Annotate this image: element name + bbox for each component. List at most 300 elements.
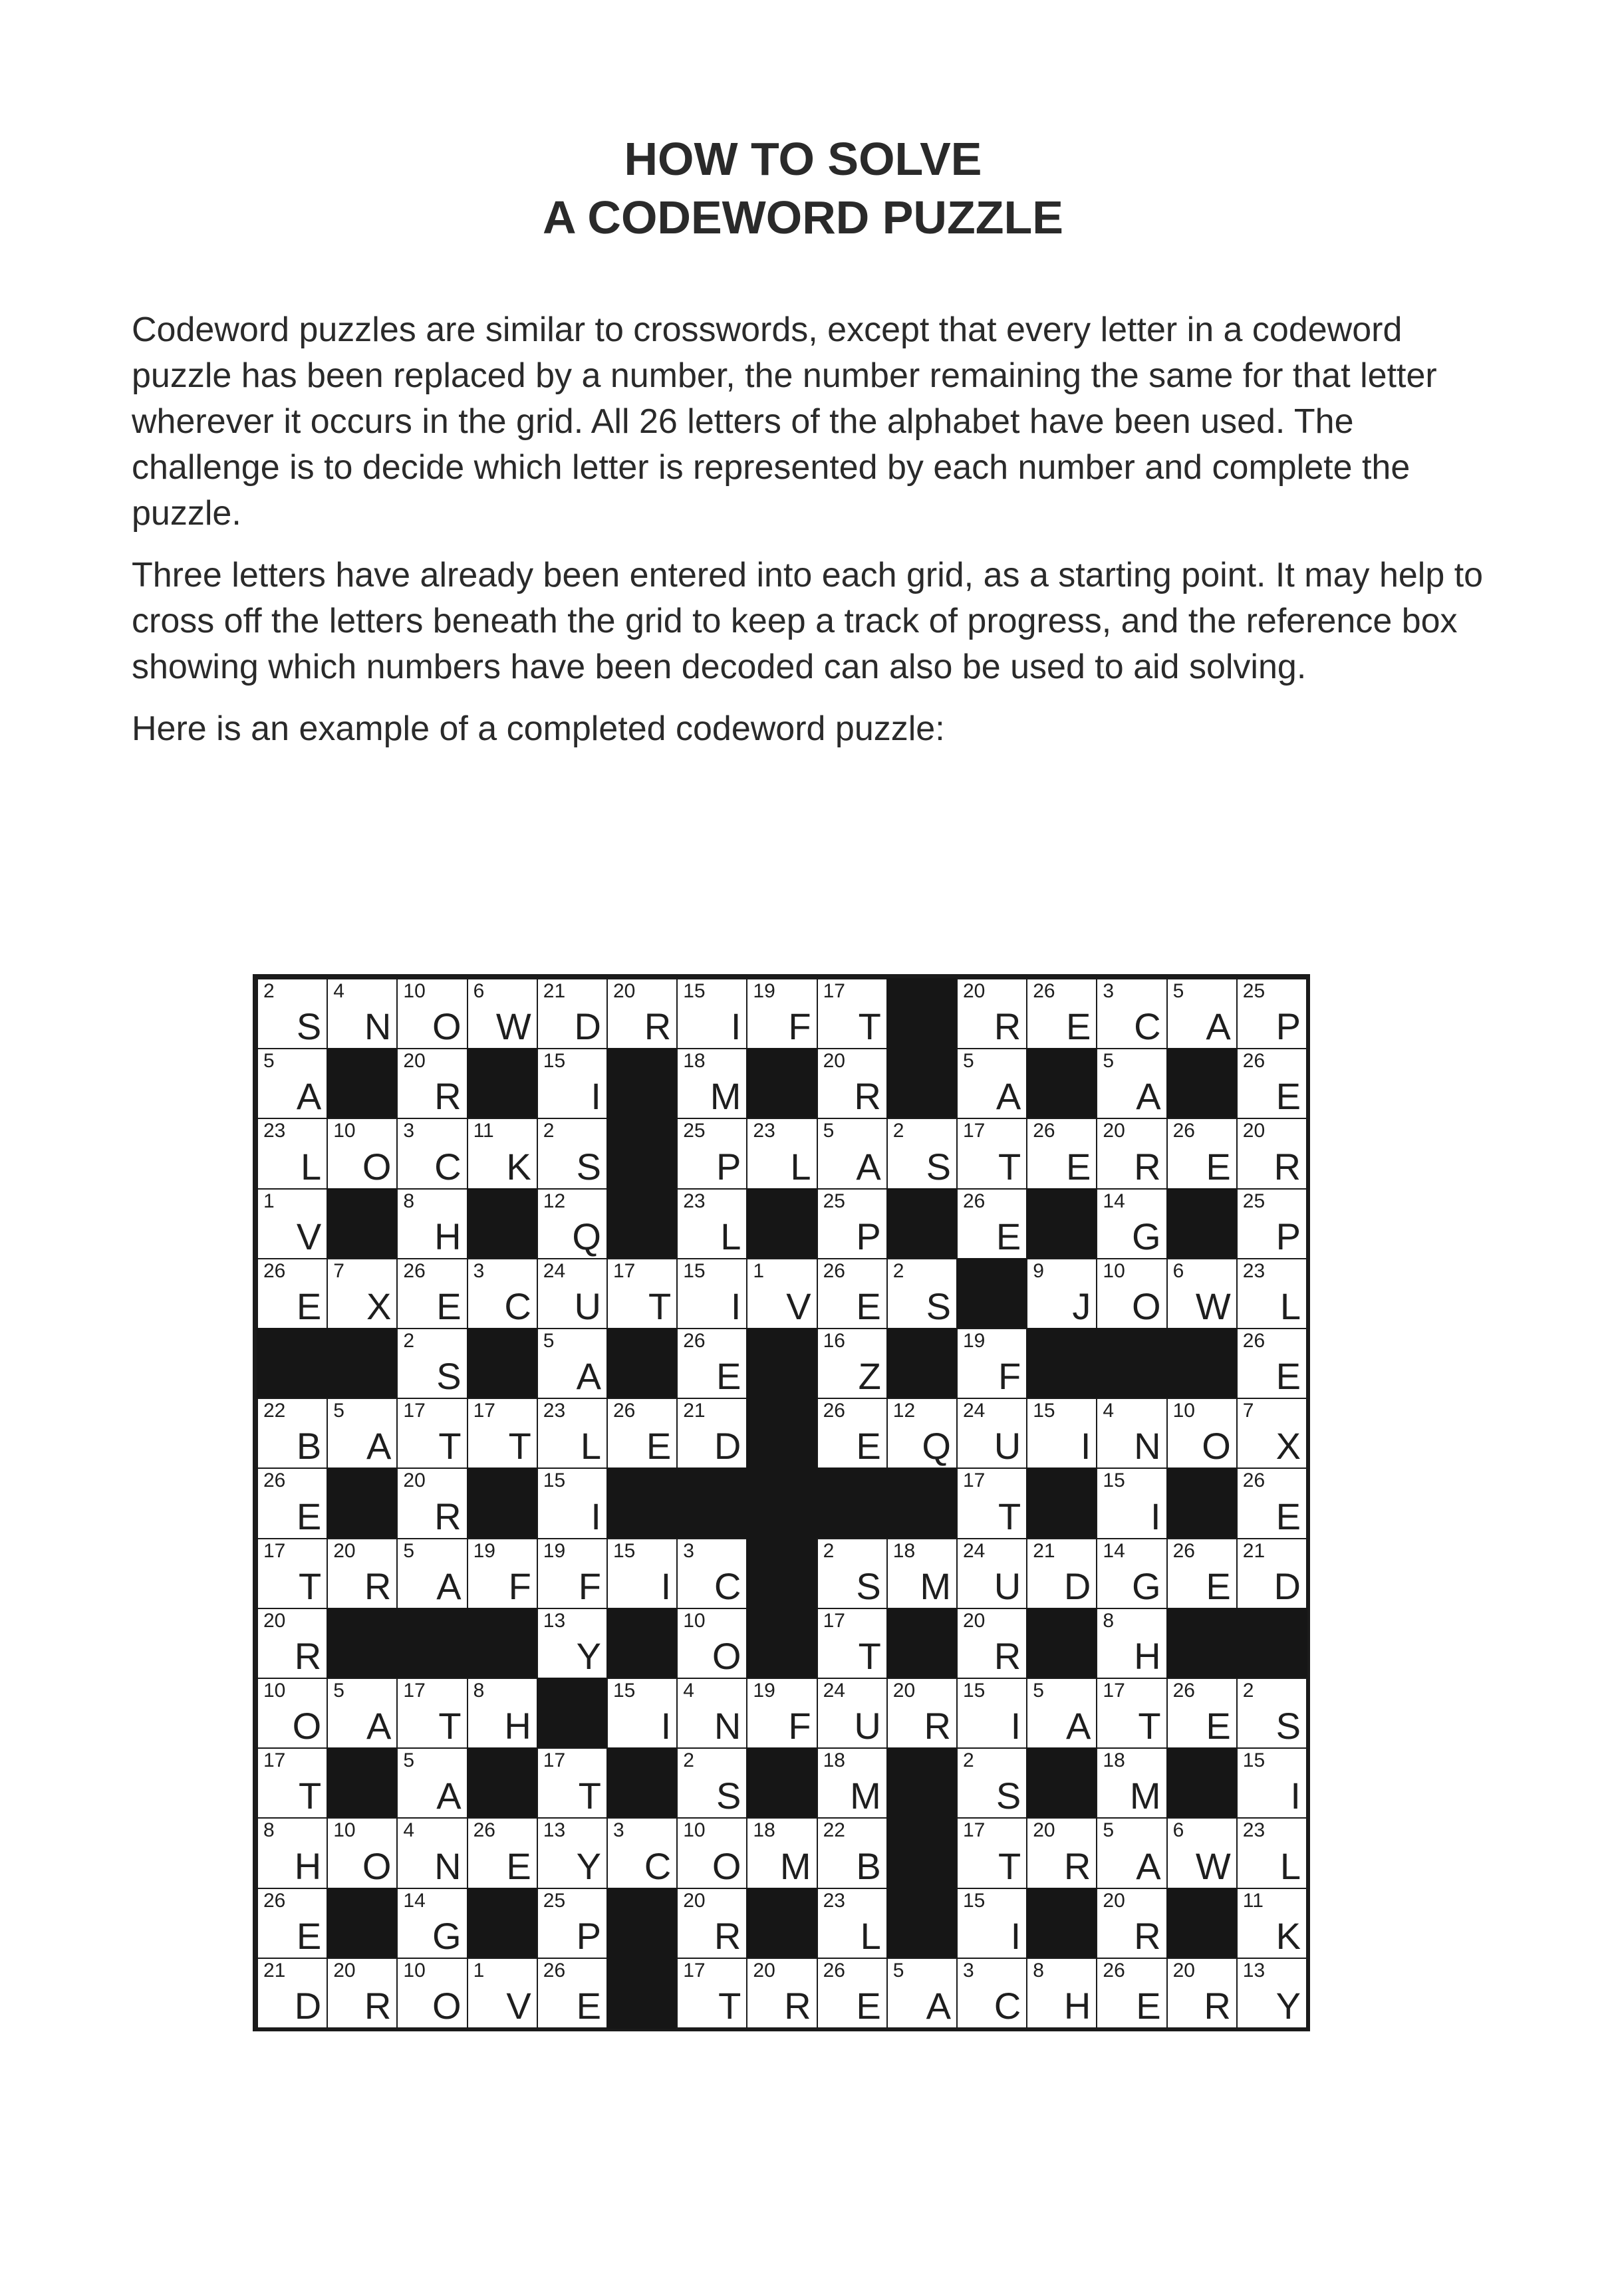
cell-number: 26 xyxy=(1033,1120,1055,1142)
grid-cell[interactable] xyxy=(817,1398,888,1469)
grid-cell[interactable] xyxy=(1236,978,1307,1049)
grid-cell[interactable] xyxy=(1026,1398,1097,1469)
cell-number: 5 xyxy=(333,1400,344,1422)
black-square xyxy=(746,1747,817,1819)
grid-cell[interactable] xyxy=(327,1398,398,1469)
black-square xyxy=(746,1328,817,1399)
grid-cell[interactable] xyxy=(886,1118,958,1189)
grid-cell[interactable] xyxy=(746,1118,817,1189)
grid-cell[interactable] xyxy=(676,1398,747,1469)
cell-letter: X xyxy=(1275,1425,1301,1467)
cell-letter: R xyxy=(644,1005,672,1048)
grid-cell[interactable] xyxy=(676,1118,747,1189)
black-square xyxy=(1026,1328,1097,1399)
cell-letter: U xyxy=(574,1285,601,1327)
grid-cell[interactable] xyxy=(956,1747,1027,1819)
cell-number: 17 xyxy=(263,1749,286,1772)
cell-number: 15 xyxy=(1242,1749,1266,1772)
grid-cell[interactable] xyxy=(676,978,747,1049)
cell-letter: I xyxy=(591,1075,601,1118)
grid-cell[interactable] xyxy=(257,1398,328,1469)
cell-number: 5 xyxy=(1172,980,1184,1002)
grid-cell[interactable] xyxy=(1236,1817,1307,1888)
grid-cell[interactable] xyxy=(956,1608,1027,1679)
grid-cell[interactable] xyxy=(746,1258,817,1329)
grid-cell[interactable] xyxy=(467,1258,538,1329)
grid-cell[interactable] xyxy=(257,1888,328,1959)
grid-cell[interactable] xyxy=(537,1118,608,1189)
grid-cell[interactable] xyxy=(746,978,817,1049)
grid-cell[interactable] xyxy=(817,1958,888,2029)
black-square xyxy=(676,1467,747,1539)
cell-letter: H xyxy=(504,1705,531,1747)
cell-number: 21 xyxy=(1242,1539,1266,1562)
grid-cell[interactable] xyxy=(1096,1678,1167,1749)
cell-number: 20 xyxy=(823,1050,845,1073)
cell-letter: M xyxy=(710,1075,741,1118)
grid-cell[interactable] xyxy=(396,1958,468,2029)
grid-cell[interactable] xyxy=(467,1538,538,1609)
cell-number: 15 xyxy=(613,1539,636,1562)
grid-cell[interactable] xyxy=(257,1817,328,1888)
grid-cell[interactable] xyxy=(327,1958,398,2029)
cell-letter: T xyxy=(298,1565,322,1607)
grid-cell[interactable] xyxy=(396,1747,468,1819)
grid-cell[interactable] xyxy=(1166,1817,1238,1888)
grid-cell[interactable] xyxy=(956,1467,1027,1539)
cell-number: 2 xyxy=(963,1749,974,1772)
cell-number: 26 xyxy=(1242,1050,1266,1073)
grid-cell[interactable] xyxy=(1236,1467,1307,1539)
grid-cell[interactable] xyxy=(676,1958,747,2029)
grid-cell[interactable] xyxy=(1096,1608,1167,1679)
grid-cell[interactable] xyxy=(257,1188,328,1259)
cell-letter: N xyxy=(1134,1425,1161,1467)
black-square xyxy=(886,978,958,1049)
grid-cell[interactable] xyxy=(327,1678,398,1749)
cell-letter: O xyxy=(712,1845,741,1887)
grid-cell[interactable] xyxy=(1096,1467,1167,1539)
grid-cell[interactable] xyxy=(886,1958,958,2029)
grid-cell[interactable] xyxy=(1096,978,1167,1049)
cell-number: 26 xyxy=(263,1889,286,1912)
cell-letter: T xyxy=(858,1634,881,1677)
black-square xyxy=(606,1328,678,1399)
cell-letter: E xyxy=(646,1425,672,1467)
cell-number: 20 xyxy=(963,1609,986,1632)
cell-number: 26 xyxy=(823,1259,845,1282)
grid-cell[interactable] xyxy=(1026,1958,1097,2029)
grid-cell[interactable] xyxy=(956,978,1027,1049)
cell-number: 23 xyxy=(753,1120,775,1142)
grid-cell[interactable] xyxy=(467,1118,538,1189)
cell-letter: T xyxy=(998,1495,1021,1537)
cell-number: 21 xyxy=(543,980,566,1002)
black-square xyxy=(606,1958,678,2029)
grid-cell[interactable] xyxy=(676,1538,747,1609)
cell-number: 18 xyxy=(753,1819,775,1842)
cell-letter: R xyxy=(1204,1984,1231,2027)
grid-cell[interactable] xyxy=(956,1817,1027,1888)
grid-cell[interactable] xyxy=(1236,1258,1307,1329)
grid-cell[interactable] xyxy=(817,1258,888,1329)
grid-cell[interactable] xyxy=(1236,1888,1307,1959)
grid-cell[interactable] xyxy=(327,1118,398,1189)
cell-number: 20 xyxy=(403,1469,426,1492)
cell-letter: E xyxy=(856,1984,881,2027)
grid-cell[interactable] xyxy=(1236,1958,1307,2029)
grid-cell[interactable] xyxy=(676,1258,747,1329)
grid-cell[interactable] xyxy=(956,1188,1027,1259)
grid-cell[interactable] xyxy=(1096,1817,1167,1888)
grid-cell[interactable] xyxy=(956,1678,1027,1749)
cell-letter: T xyxy=(648,1285,672,1327)
cell-letter: A xyxy=(436,1775,462,1817)
cell-letter: G xyxy=(1132,1215,1161,1257)
grid-cell[interactable] xyxy=(537,1258,608,1329)
grid-cell[interactable] xyxy=(467,1958,538,2029)
grid-cell[interactable] xyxy=(537,1888,608,1959)
cell-letter: E xyxy=(1275,1355,1301,1398)
grid-cell[interactable] xyxy=(396,1048,468,1119)
grid-cell[interactable] xyxy=(1026,1817,1097,1888)
grid-cell[interactable] xyxy=(257,1467,328,1539)
grid-cell[interactable] xyxy=(956,1118,1027,1189)
grid-cell[interactable] xyxy=(1236,1188,1307,1259)
cell-letter: F xyxy=(788,1005,811,1048)
grid-cell[interactable] xyxy=(1096,1747,1167,1819)
grid-cell[interactable] xyxy=(1236,1538,1307,1609)
grid-cell[interactable] xyxy=(257,978,328,1049)
cell-number: 22 xyxy=(263,1400,286,1422)
cell-letter: V xyxy=(296,1215,322,1257)
black-square xyxy=(1026,1188,1097,1259)
grid-cell[interactable] xyxy=(606,1538,678,1609)
grid-cell[interactable] xyxy=(537,1048,608,1119)
grid-cell[interactable] xyxy=(1166,1118,1238,1189)
cell-letter: I xyxy=(730,1285,741,1327)
cell-letter: D xyxy=(294,1984,322,2027)
grid-cell[interactable] xyxy=(956,1048,1027,1119)
black-square xyxy=(606,1888,678,1959)
grid-cell[interactable] xyxy=(537,1188,608,1259)
grid-cell[interactable] xyxy=(1096,1888,1167,1959)
grid-cell[interactable] xyxy=(537,1608,608,1679)
cell-letter: A xyxy=(1136,1075,1161,1118)
grid-cell[interactable] xyxy=(396,1888,468,1959)
grid-cell[interactable] xyxy=(956,1958,1027,2029)
grid-cell[interactable] xyxy=(1166,1958,1238,2029)
cell-letter: N xyxy=(434,1845,462,1887)
grid-cell[interactable] xyxy=(396,1538,468,1609)
cell-number: 26 xyxy=(263,1259,286,1282)
grid-cell[interactable] xyxy=(257,1958,328,2029)
cell-number: 2 xyxy=(543,1120,555,1142)
grid-cell[interactable] xyxy=(1166,1538,1238,1609)
cell-letter: H xyxy=(434,1215,462,1257)
cell-number: 10 xyxy=(333,1120,356,1142)
cell-letter: F xyxy=(788,1705,811,1747)
black-square xyxy=(327,1328,398,1399)
cell-letter: F xyxy=(578,1565,601,1607)
cell-letter: P xyxy=(856,1215,881,1257)
cell-number: 26 xyxy=(473,1819,495,1842)
grid-cell[interactable] xyxy=(396,1398,468,1469)
grid-cell[interactable] xyxy=(676,1678,747,1749)
grid-cell[interactable] xyxy=(817,1608,888,1679)
cell-number: 10 xyxy=(403,1959,426,1981)
cell-letter: D xyxy=(574,1005,601,1048)
grid-cell[interactable] xyxy=(676,1817,747,1888)
grid-cell[interactable] xyxy=(817,1678,888,1749)
black-square xyxy=(467,1467,538,1539)
grid-cell[interactable] xyxy=(1026,1538,1097,1609)
cell-letter: E xyxy=(296,1285,322,1327)
grid-cell[interactable] xyxy=(886,1678,958,1749)
grid-cell[interactable] xyxy=(1026,978,1097,1049)
grid-cell[interactable] xyxy=(676,1888,747,1959)
grid-cell[interactable] xyxy=(396,1258,468,1329)
grid-cell[interactable] xyxy=(257,1048,328,1119)
grid-cell[interactable] xyxy=(396,1678,468,1749)
grid-cell[interactable] xyxy=(606,1398,678,1469)
cell-number: 24 xyxy=(963,1400,986,1422)
grid-cell[interactable] xyxy=(327,1538,398,1609)
black-square xyxy=(746,1398,817,1469)
black-square xyxy=(886,1048,958,1119)
grid-cell[interactable] xyxy=(467,1678,538,1749)
cell-letter: S xyxy=(996,1775,1021,1817)
cell-letter: Q xyxy=(922,1425,951,1467)
grid-cell[interactable] xyxy=(537,1538,608,1609)
cell-letter: G xyxy=(432,1914,462,1957)
grid-cell[interactable] xyxy=(1026,1258,1097,1329)
cell-number: 20 xyxy=(403,1050,426,1073)
cell-letter: O xyxy=(292,1705,322,1747)
cell-number: 20 xyxy=(1242,1120,1266,1142)
black-square xyxy=(886,1888,958,1959)
cell-letter: U xyxy=(994,1425,1021,1467)
grid-cell[interactable] xyxy=(396,1188,468,1259)
grid-cell[interactable] xyxy=(1236,1398,1307,1469)
grid-cell[interactable] xyxy=(537,1958,608,2029)
grid-cell[interactable] xyxy=(1096,1258,1167,1329)
cell-letter: L xyxy=(720,1215,741,1257)
grid-cell[interactable] xyxy=(1166,978,1238,1049)
cell-letter: I xyxy=(1080,1425,1091,1467)
grid-cell[interactable] xyxy=(396,1467,468,1539)
cell-number: 20 xyxy=(333,1539,356,1562)
grid-cell[interactable] xyxy=(327,1258,398,1329)
grid-cell[interactable] xyxy=(1236,1678,1307,1749)
grid-cell[interactable] xyxy=(537,1817,608,1888)
grid-cell[interactable] xyxy=(606,1817,678,1888)
grid-cell[interactable] xyxy=(396,1118,468,1189)
cell-number: 4 xyxy=(403,1819,415,1842)
grid-cell[interactable] xyxy=(1026,1678,1097,1749)
grid-cell[interactable] xyxy=(817,1817,888,1888)
cell-number: 5 xyxy=(263,1050,275,1073)
grid-cell[interactable] xyxy=(676,1747,747,1819)
cell-number: 24 xyxy=(823,1680,845,1702)
cell-letter: V xyxy=(786,1285,811,1327)
grid-cell[interactable] xyxy=(396,1817,468,1888)
grid-cell[interactable] xyxy=(1236,1328,1307,1399)
cell-number: 12 xyxy=(892,1400,916,1422)
grid-cell[interactable] xyxy=(817,1888,888,1959)
grid-cell[interactable] xyxy=(257,1747,328,1819)
grid-cell[interactable] xyxy=(676,1188,747,1259)
grid-cell[interactable] xyxy=(886,1538,958,1609)
grid-cell[interactable] xyxy=(1236,1048,1307,1119)
cell-letter: S xyxy=(856,1565,881,1607)
grid-cell[interactable] xyxy=(1166,1258,1238,1329)
cell-number: 2 xyxy=(1242,1680,1254,1702)
cell-letter: S xyxy=(576,1145,601,1188)
grid-cell[interactable] xyxy=(676,1048,747,1119)
grid-cell[interactable] xyxy=(1166,1678,1238,1749)
grid-cell[interactable] xyxy=(257,1608,328,1679)
black-square xyxy=(327,1608,398,1679)
cell-number: 1 xyxy=(263,1190,275,1212)
grid-cell[interactable] xyxy=(537,1398,608,1469)
grid-cell[interactable] xyxy=(467,1817,538,1888)
cell-number: 26 xyxy=(1172,1539,1195,1562)
cell-letter: L xyxy=(580,1425,601,1467)
cell-letter: H xyxy=(1063,1984,1091,2027)
grid-cell[interactable] xyxy=(467,978,538,1049)
cell-letter: D xyxy=(714,1425,741,1467)
black-square xyxy=(1166,1048,1238,1119)
cell-letter: D xyxy=(1063,1565,1091,1607)
black-square xyxy=(1166,1888,1238,1959)
cell-number: 15 xyxy=(613,1680,636,1702)
grid-cell[interactable] xyxy=(886,1398,958,1469)
black-square xyxy=(1026,1608,1097,1679)
cell-number: 18 xyxy=(683,1050,706,1073)
cell-letter: R xyxy=(434,1075,462,1118)
grid-cell[interactable] xyxy=(257,1678,328,1749)
cell-letter: W xyxy=(1195,1285,1231,1327)
cell-letter: E xyxy=(716,1355,741,1398)
grid-cell[interactable] xyxy=(956,1888,1027,1959)
grid-cell[interactable] xyxy=(1096,1538,1167,1609)
grid-cell[interactable] xyxy=(327,978,398,1049)
cell-number: 5 xyxy=(892,1959,904,1981)
black-square xyxy=(1166,1188,1238,1259)
cell-number: 17 xyxy=(963,1120,986,1142)
grid-cell[interactable] xyxy=(396,1328,468,1399)
cell-number: 10 xyxy=(683,1819,706,1842)
grid-cell[interactable] xyxy=(956,1398,1027,1469)
grid-cell[interactable] xyxy=(396,978,468,1049)
cell-letter: R xyxy=(364,1565,392,1607)
grid-cell[interactable] xyxy=(1096,1048,1167,1119)
cell-letter: X xyxy=(366,1285,392,1327)
cell-letter: A xyxy=(856,1145,881,1188)
cell-number: 5 xyxy=(403,1539,415,1562)
grid-cell[interactable] xyxy=(817,1048,888,1119)
black-square xyxy=(746,1188,817,1259)
cell-number: 26 xyxy=(1033,980,1055,1002)
grid-cell[interactable] xyxy=(956,1328,1027,1399)
grid-cell[interactable] xyxy=(606,1678,678,1749)
grid-cell[interactable] xyxy=(257,1118,328,1189)
grid-cell[interactable] xyxy=(817,1747,888,1819)
cell-number: 18 xyxy=(892,1539,916,1562)
grid-cell[interactable] xyxy=(1096,1398,1167,1469)
cell-number: 20 xyxy=(963,980,986,1002)
black-square xyxy=(1236,1608,1307,1679)
cell-number: 20 xyxy=(613,980,636,1002)
cell-number: 21 xyxy=(683,1400,706,1422)
grid-cell[interactable] xyxy=(1166,1398,1238,1469)
grid-cell[interactable] xyxy=(746,1817,817,1888)
cell-letter: T xyxy=(998,1145,1021,1188)
cell-number: 17 xyxy=(403,1680,426,1702)
cell-number: 15 xyxy=(1033,1400,1055,1422)
cell-number: 11 xyxy=(473,1120,494,1142)
grid-cell[interactable] xyxy=(817,1188,888,1259)
grid-cell[interactable] xyxy=(537,1328,608,1399)
grid-cell[interactable] xyxy=(1096,1188,1167,1259)
grid-cell[interactable] xyxy=(817,1118,888,1189)
grid-cell[interactable] xyxy=(606,978,678,1049)
grid-cell[interactable] xyxy=(817,978,888,1049)
grid-cell[interactable] xyxy=(817,1328,888,1399)
cell-letter: C xyxy=(504,1285,531,1327)
grid-cell[interactable] xyxy=(676,1328,747,1399)
cell-letter: H xyxy=(1134,1634,1161,1677)
cell-number: 17 xyxy=(823,980,845,1002)
grid-cell[interactable] xyxy=(676,1608,747,1679)
cell-letter: A xyxy=(1066,1705,1091,1747)
grid-cell[interactable] xyxy=(746,1958,817,2029)
cell-letter: E xyxy=(296,1495,322,1537)
cell-number: 13 xyxy=(543,1609,566,1632)
cell-number: 26 xyxy=(1172,1120,1195,1142)
cell-letter: P xyxy=(1275,1005,1301,1048)
cell-letter: T xyxy=(298,1775,322,1817)
grid-cell[interactable] xyxy=(1026,1118,1097,1189)
cell-letter: E xyxy=(1275,1075,1301,1118)
grid-cell[interactable] xyxy=(467,1398,538,1469)
grid-cell[interactable] xyxy=(1236,1747,1307,1819)
grid-cell[interactable] xyxy=(537,1467,608,1539)
black-square xyxy=(467,1048,538,1119)
cell-number: 3 xyxy=(1103,980,1115,1002)
black-square xyxy=(1166,1747,1238,1819)
grid-cell[interactable] xyxy=(257,1538,328,1609)
grid-cell[interactable] xyxy=(537,978,608,1049)
cell-number: 26 xyxy=(263,1469,286,1492)
instructions xyxy=(132,307,1495,768)
grid-cell[interactable] xyxy=(257,1258,328,1329)
grid-cell[interactable] xyxy=(1096,1118,1167,1189)
cell-letter: T xyxy=(998,1845,1021,1887)
cell-letter: T xyxy=(718,1984,741,2027)
grid-cell[interactable] xyxy=(817,1538,888,1609)
grid-cell[interactable] xyxy=(606,1258,678,1329)
grid-cell[interactable] xyxy=(537,1747,608,1819)
grid-cell[interactable] xyxy=(327,1817,398,1888)
grid-cell[interactable] xyxy=(886,1258,958,1329)
cell-number: 25 xyxy=(683,1120,706,1142)
grid-cell[interactable] xyxy=(956,1538,1027,1609)
grid-cell[interactable] xyxy=(1236,1118,1307,1189)
grid-cell[interactable] xyxy=(746,1678,817,1749)
grid-cell[interactable] xyxy=(1096,1958,1167,2029)
